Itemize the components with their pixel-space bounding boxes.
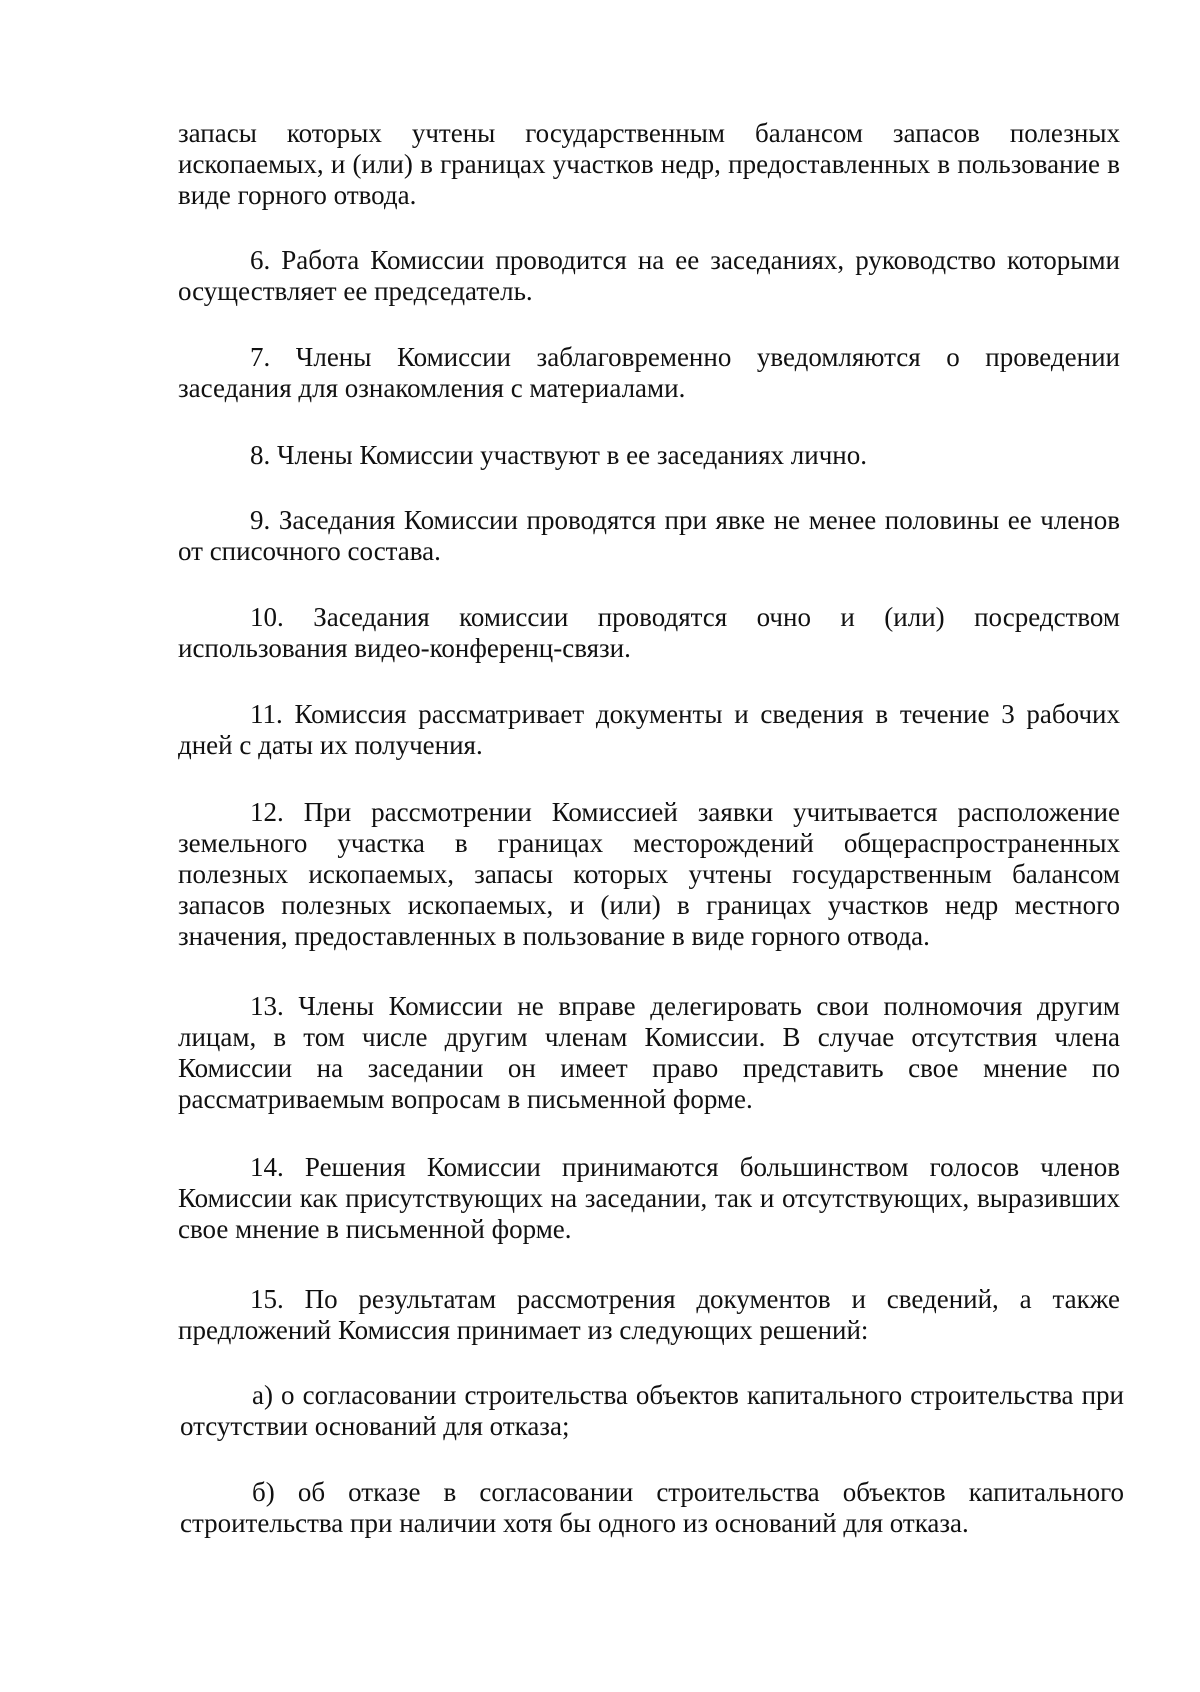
paragraph-14: 14. Решения Комиссии принимаются большинством голосов членов Комиссии как присутствующих на заседании, так и отсутствующих, выразивших свое мнение в письменной форме. [178, 1152, 1120, 1244]
paragraph-15: 15. По результатам рассмотрения документов и сведений, а также предложений Комиссия принимает из следующих решений: [178, 1284, 1120, 1345]
paragraph-9: 9. Заседания Комиссии проводятся при явке не менее половины ее членов от списочного состава. [178, 505, 1120, 566]
paragraph-continuation: запасы которых учтены государственным балансом запасов полезных ископаемых, и (или) в границах участков недр, предоставленных в пользование в виде горного отвода. [178, 118, 1120, 210]
paragraph-10: 10. Заседания комиссии проводятся очно и (или) посредством использования видео-конференц-связи. [178, 602, 1120, 663]
paragraph-13: 13. Члены Комиссии не вправе делегировать свои полномочия другим лицам, в том числе другим членам Комиссии. В случае отсутствия члена Комиссии на заседании он имеет право представить свое мнение по рассматриваемым вопросам в письменной форме. [178, 991, 1120, 1114]
paragraph-11: 11. Комиссия рассматривает документы и сведения в течение 3 рабочих дней с даты их получения. [178, 699, 1120, 760]
paragraph-7: 7. Члены Комиссии заблаговременно уведомляются о проведении заседания для ознакомления с материалами. [178, 342, 1120, 403]
paragraph-6: 6. Работа Комиссии проводится на ее заседаниях, руководство которыми осуществляет ее председатель. [178, 245, 1120, 306]
paragraph-15-b: б) об отказе в согласовании строительства объектов капитального строительства при наличии хотя бы одного из оснований для отказа. [180, 1477, 1124, 1538]
paragraph-12: 12. При рассмотрении Комиссией заявки учитывается расположение земельного участка в границах месторождений общераспространенных полезных ископаемых, запасы которых учтены государственным балансом запасов полезных ископаемых, и (или) в границах участков недр местного значения, предоставленных в пользование в виде горного отвода. [178, 797, 1120, 951]
paragraph-8: 8. Члены Комиссии участвуют в ее заседаниях лично. [250, 440, 867, 470]
paragraph-15-a: а) о согласовании строительства объектов капитального строительства при отсутствии оснований для отказа; [180, 1380, 1124, 1441]
